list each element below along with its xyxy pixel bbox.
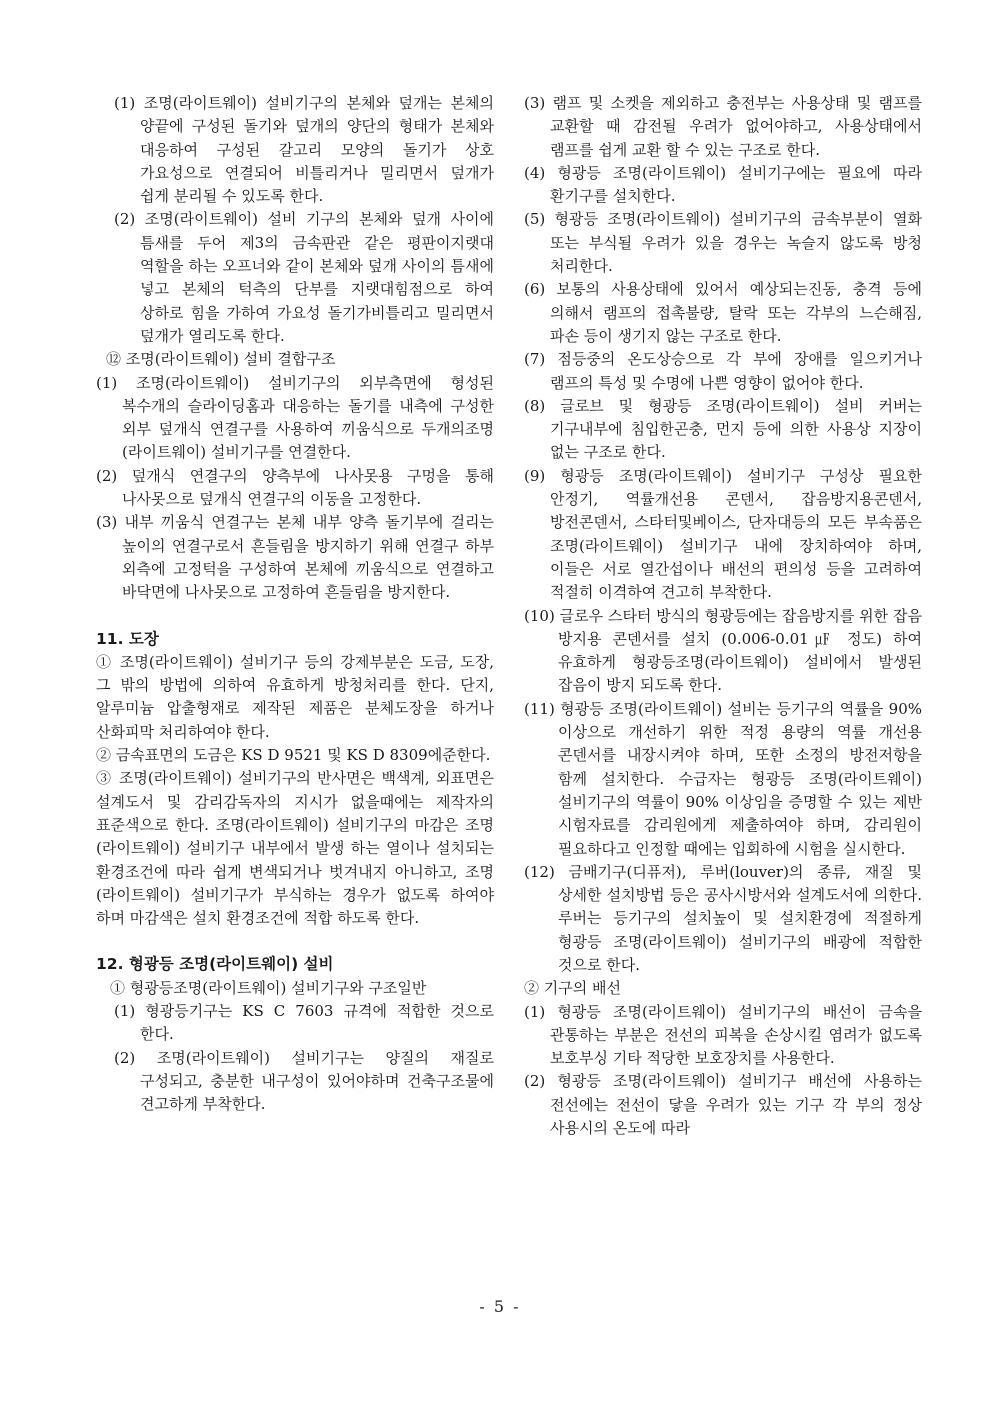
fluorescent-item-7: (7) 점등중의 온도상승으로 각 부에 장애를 일으키거나 램프의 특성 및 수명에 나쁜 영향이 없어야 한다. [524,350,922,392]
item-3-internal-connector: (3) 내부 끼움식 연결구는 본체 내부 양측 돌기부에 걸리는 높이의 연결구로서 흔들림을 방지하기 위해 연결구 하부 외측에 고정턱을 구성하여 본체에 끼움식으로 연결하고 바닥면에 나사못으로 고정하여 흔들림을 방지한다. [96,513,494,602]
page-number: - 5 - [479,1297,521,1316]
coating-para-2: ② 금속표면의 도금은 KS D 9521 및 KS D 8309에준한다. [96,746,491,765]
fluorescent-item-4: (4) 형광등 조명(라이트웨이) 설비기구에는 필요에 따라 환기구를 설치한다. [524,163,922,206]
heading-11-coating: 11. 도장 [96,629,159,648]
wiring-subheading: ② 기구의 배선 [524,979,621,998]
item-1-external-connector: (1) 조명(라이트웨이) 설비기구의 외부측면에 형성된 복수개의 슬라이딩홈과 대응하는 돌기를 내측에 구성한 외부 덮개식 연결구를 사용하여 끼움식으로 두개의조명(라이트웨이) 설비기구를 연결한다. [96,373,494,462]
item-2-cover-gap: (2) 조명(라이트웨이) 설비 기구의 본체와 덮개 사이에 틈새를 두어 제3의 금속판관 같은 평판이지랫대 역할을 하는 오프너와 같이 본체와 덮개 사이의 틈새에 넣고 본체의 턱측의 단부를 지랫대힘점으로 하여 상하로 힘을 가하여 가요성 돌기가비틀리고 밀리면서 덮개가 열리도록 한다. [114,210,494,345]
item-2-connector-screw: (2) 덮개식 연결구의 양측부에 나사못용 구멍을 통해 나사못으로 덮개식 연결구의 이동을 고정한다. [96,466,494,509]
subsection-12-joint-structure: ⑫ 조명(라이트웨이) 설비 결합구조 [106,350,336,369]
fluorescent-item-12: (12) 금배기구(디퓨저), 루버(louver)의 종류, 재질 및 상세한 설치방법 등은 공사시방서와 설계도서에 의한다. 루버는 등기구의 설치높이 및 설치환경에 적절하게 형광등 조명(라이트웨이) 설비기구의 배광에 적합한 것으로 한다. [524,862,922,974]
wiring-item-2: (2) 형광등 조명(라이트웨이) 설비기구 배선에 사용하는 전선에는 전선이 닿을 우려가 있는 기구 각 부의 정상 사용시의 온도에 따라 [524,1072,922,1138]
heading-12-fluorescent: 12. 형광등 조명(라이트웨이) 설비 [96,955,334,974]
wiring-item-1: (1) 형광등 조명(라이트웨이) 설비기구의 배선이 금속을 관통하는 부분은 전선의 피복을 손상시킬 염려가 없도록 보호부싱 기타 적당한 보호장치를 사용한다. [524,1002,922,1068]
fluorescent-item-1: (1) 형광등기구는 KS C 7603 규격에 적합한 것으로 한다. [114,1001,494,1044]
left-column [96,92,494,1116]
right-column [524,92,922,1140]
fluorescent-item-2: (2) 조명(라이트웨이) 설비기구는 양질의 재질로 구성되고, 충분한 내구성이 있어야하며 건축구조물에 견고하게 부착한다. [114,1048,494,1114]
fluorescent-item-5: (5) 형광등 조명(라이트웨이) 설비기구의 금속부분이 열화 또는 부식될 우려가 있을 경우는 녹슬지 않도록 방청 처리한다. [524,210,922,276]
fluorescent-item-3: (3) 램프 및 소켓을 제외하고 충전부는 사용상태 및 램프를 교환할 때 감전될 우려가 없어야하고, 사용상태에서 램프를 쉽게 교환 할 수 있는 구조로 한다. [524,94,922,159]
fluorescent-item-6: (6) 보통의 사용상태에 있어서 예상되는진동, 충격 등에 의해서 램프의 접촉불량, 탈락 또는 각부의 느슨해짐, 파손 등이 생기지 않는 구조로 한다. [524,280,922,345]
fluorescent-item-9: (9) 형광등 조명(라이트웨이) 설비기구 구성상 필요한 안정기, 역률개선용 콘덴서, 잡음방지용콘덴서, 방전콘덴서, 스타터및베이스, 단자대등의 모든 부속품은 조명(라이트웨이) 설비기구 내에 장치하여야 하며, 이들은 서로 열간섭이나 배선의 편의성 등을 고려하여 적절히 이격하여 견고히 부착한다. [524,466,922,602]
fluorescent-item-8: (8) 글로브 및 형광등 조명(라이트웨이) 설비 커버는 기구내부에 침입한곤충, 먼지 등에 의한 사용상 지장이 없는 구조로 한다. [524,396,922,462]
fluorescent-item-11: (11) 형광등 조명(라이트웨이) 설비는 등기구의 역률을 90% 이상으로 개선하기 위한 적정 용량의 역률 개선용 콘덴서를 내장시켜야 하며, 또한 소정의 방전저항을 함께 설치한다. 수급자는 형광등 조명(라이트웨이) 설비기구의 역률이 90% 이상임을 증명할 수 있는 제반 시험자료를 감리원에게 제출하여야 하며, 감리원이 필요하다고 인정할 때에는 입회하에 시험을 실시한다. [524,699,922,858]
fluorescent-general-subheading: ① 형광등조명(라이트웨이) 설비기구와 구조일반 [110,978,427,997]
fluorescent-item-10: (10) 글로우 스타터 방식의 형광등에는 잡음방지를 위한 잡음 방지용 콘덴서를 설치 (0.006-0.01㎌ 정도) 하여 유효하게 형광등조명(라이트웨이) 설비에서 발생된 잡음이 방지 되도록 한다. [524,606,922,695]
coating-para-1: ① 조명(라이트웨이) 설비기구 등의 강제부분은 도금, 도장, 그 밖의 방법에 의하여 유효하게 방청처리를 한다. 단지, 알루미늄 압출형재로 제작된 제품은 분체도장을 하거나 산화피막 처리하여야 한다. [96,652,494,741]
coating-para-3: ③ 조명(라이트웨이) 설비기구의 반사면은 백색계, 외표면은 설계도서 및 감리감독자의 지시가 없을때에는 제작자의 표준색으로 한다. 조명(라이트웨이) 설비기구의 마감은 조명(라이트웨이) 설비기구 내부에서 발생 하는 열이나 설치되는 환경조건에 따라 쉽게 변색되거나 벗겨내지 아니하고, 조명(라이트웨이) 설비기구가 부식하는 경우가 없도록 하여야 하며 마감색은 설치 환경조건에 적합 하도록 한다. [96,769,494,928]
item-1-cover-hooks: (1) 조명(라이트웨이) 설비기구의 본체와 덮개는 본체의 양끝에 구성된 돌기와 덮개의 양단의 형태가 본체와 대응하여 구성된 갈고리 모양의 돌기가 상호 가요성으로 연결되어 비틀리거나 밀리면서 덮개가 쉽게 분리될 수 있도록 한다. [114,94,494,206]
